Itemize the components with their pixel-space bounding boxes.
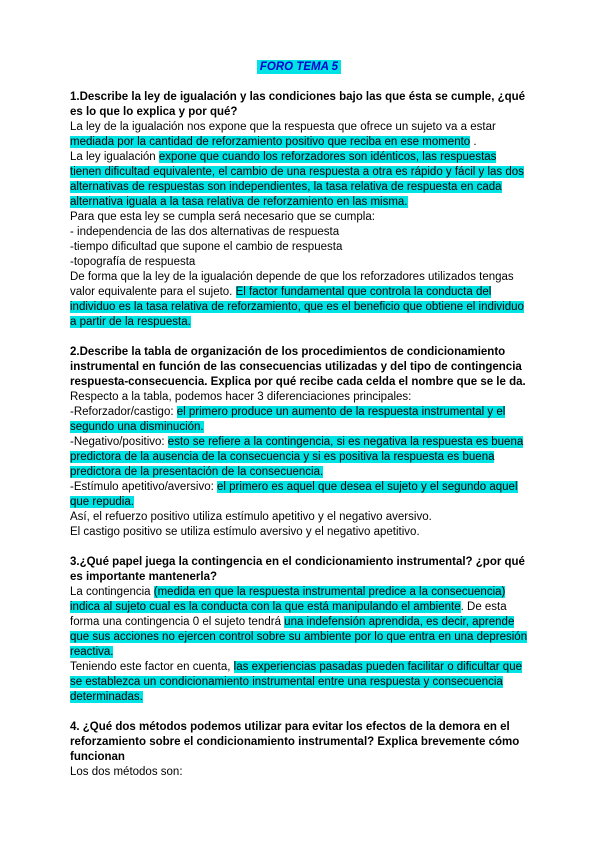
highlighted-text: (medida en que la respuesta instrumental predice a la consecuencia) indica al sujeto cual es la conducta con la que está manipulando el ambiente xyxy=(70,586,506,613)
question-heading xyxy=(70,720,528,765)
text-segment: -tiempo dificultad que supone el cambio de respuesta xyxy=(70,241,343,253)
paragraph xyxy=(70,435,528,480)
document-body xyxy=(70,90,528,780)
paragraph xyxy=(70,120,528,150)
paragraph xyxy=(70,225,528,240)
document-title-text: FORO TEMA 5 xyxy=(257,60,341,74)
text-segment: . xyxy=(470,136,477,148)
text-segment: 4. ¿Qué dos métodos podemos utilizar para evitar los efectos de la demora en el reforzamiento sobre el condicionamiento instrumental? Explica brevemente cómo funcionan xyxy=(70,721,520,763)
paragraph xyxy=(70,660,528,705)
question-heading xyxy=(70,90,528,120)
paragraph xyxy=(70,765,528,780)
text-segment: . De esta forma una contingencia 0 el sujeto tendrá xyxy=(70,601,507,628)
document-title xyxy=(70,60,528,75)
text-segment: La ley igualación xyxy=(70,151,159,163)
text-segment: -Negativo/positivo: xyxy=(70,436,168,448)
text-segment: El castigo positivo se utiliza estímulo aversivo y el negativo apetitivo. xyxy=(70,526,420,538)
highlighted-text: El factor fundamental que controla la conducta del individuo es la tasa relativa de reforzamiento, que es el beneficio que obtiene el individuo a partir de la respuesta. xyxy=(70,286,524,328)
paragraph xyxy=(70,585,528,660)
paragraph xyxy=(70,525,528,540)
paragraph xyxy=(70,405,528,435)
question-heading xyxy=(70,345,528,390)
text-segment: 1.Describe la ley de igualación y las condiciones bajo las que ésta se cumple, ¿qué es lo que lo explica y por qué? xyxy=(70,91,526,118)
paragraph xyxy=(70,255,528,270)
text-segment: 2.Describe la tabla de organización de los procedimientos de condicionamiento instrumental en función de las consecuencias utilizadas y del tipo de contingencia respuesta-consecuencia. Explica por qué recibe cada celda el nombre que se le da. xyxy=(70,346,526,388)
text-segment: -Estímulo apetitivo/aversivo: xyxy=(70,481,218,493)
paragraph xyxy=(70,240,528,255)
highlighted-text: el primero produce un aumento de la respuesta instrumental y el segundo una disminución. xyxy=(70,406,506,433)
text-segment: -topografía de respuesta xyxy=(70,256,196,268)
text-segment: La ley de la igualación nos expone que la respuesta que ofrece un sujeto va a estar xyxy=(70,121,496,133)
paragraph xyxy=(70,390,528,405)
paragraph xyxy=(70,480,528,510)
text-segment: De forma que la ley de la igualación depende de que los reforzadores utilizados tengas valor equivalente para el sujeto. xyxy=(70,271,514,298)
paragraph xyxy=(70,210,528,225)
text-segment: 3.¿Qué papel juega la contingencia en el condicionamiento instrumental? ¿por qué es importante mantenerla? xyxy=(70,556,525,583)
text-segment: - independencia de las dos alternativas de respuesta xyxy=(70,226,340,238)
text-segment: -Reforzador/castigo: xyxy=(70,406,177,418)
highlighted-text: expone que cuando los reforzadores son idénticos, las respuestas tienen dificultad equivalente, el cambio de una respuesta a otra es rápido y fácil y las dos alternativas de respuestas son independientes, la tasa relativa de respuesta en cada alternativa iguala a la tasa relativa de reforzamiento en las misma. xyxy=(70,151,524,208)
paragraph xyxy=(70,510,528,525)
question-heading xyxy=(70,555,528,585)
highlighted-text: una indefensión aprendida, es decir, aprende que sus acciones no ejercen control sobre su ambiente por lo que entra en una depresión reactiva. xyxy=(70,616,528,658)
text-segment: Así, el refuerzo positivo utiliza estímulo apetitivo y el negativo aversivo. xyxy=(70,511,432,523)
highlighted-text: las experiencias pasadas pueden facilitar o dificultar que se establezca un condicionamiento instrumental entre una respuesta y consecuencia determinadas. xyxy=(70,661,522,703)
text-segment: Respecto a la tabla, podemos hacer 3 diferenciaciones principales: xyxy=(70,391,412,403)
text-segment: Teniendo este factor en cuenta, xyxy=(70,661,234,673)
highlighted-text: el primero es aquel que desea el sujeto y el segundo aquel que repudia. xyxy=(70,481,518,508)
text-segment: Los dos métodos son: xyxy=(70,766,183,778)
paragraph xyxy=(70,150,528,210)
text-segment: La contingencia xyxy=(70,586,154,598)
highlighted-text: esto se refiere a la contingencia, si es negativa la respuesta es buena predictora de la ausencia de la consecuencia y si es positiva la respuesta es buena predictora de la presentación de la consecuencia. xyxy=(70,436,524,478)
paragraph xyxy=(70,270,528,330)
text-segment: Para que esta ley se cumpla será necesario que se cumpla: xyxy=(70,211,375,223)
highlighted-text: mediada por la cantidad de reforzamiento positivo que reciba en ese momento xyxy=(70,136,471,148)
